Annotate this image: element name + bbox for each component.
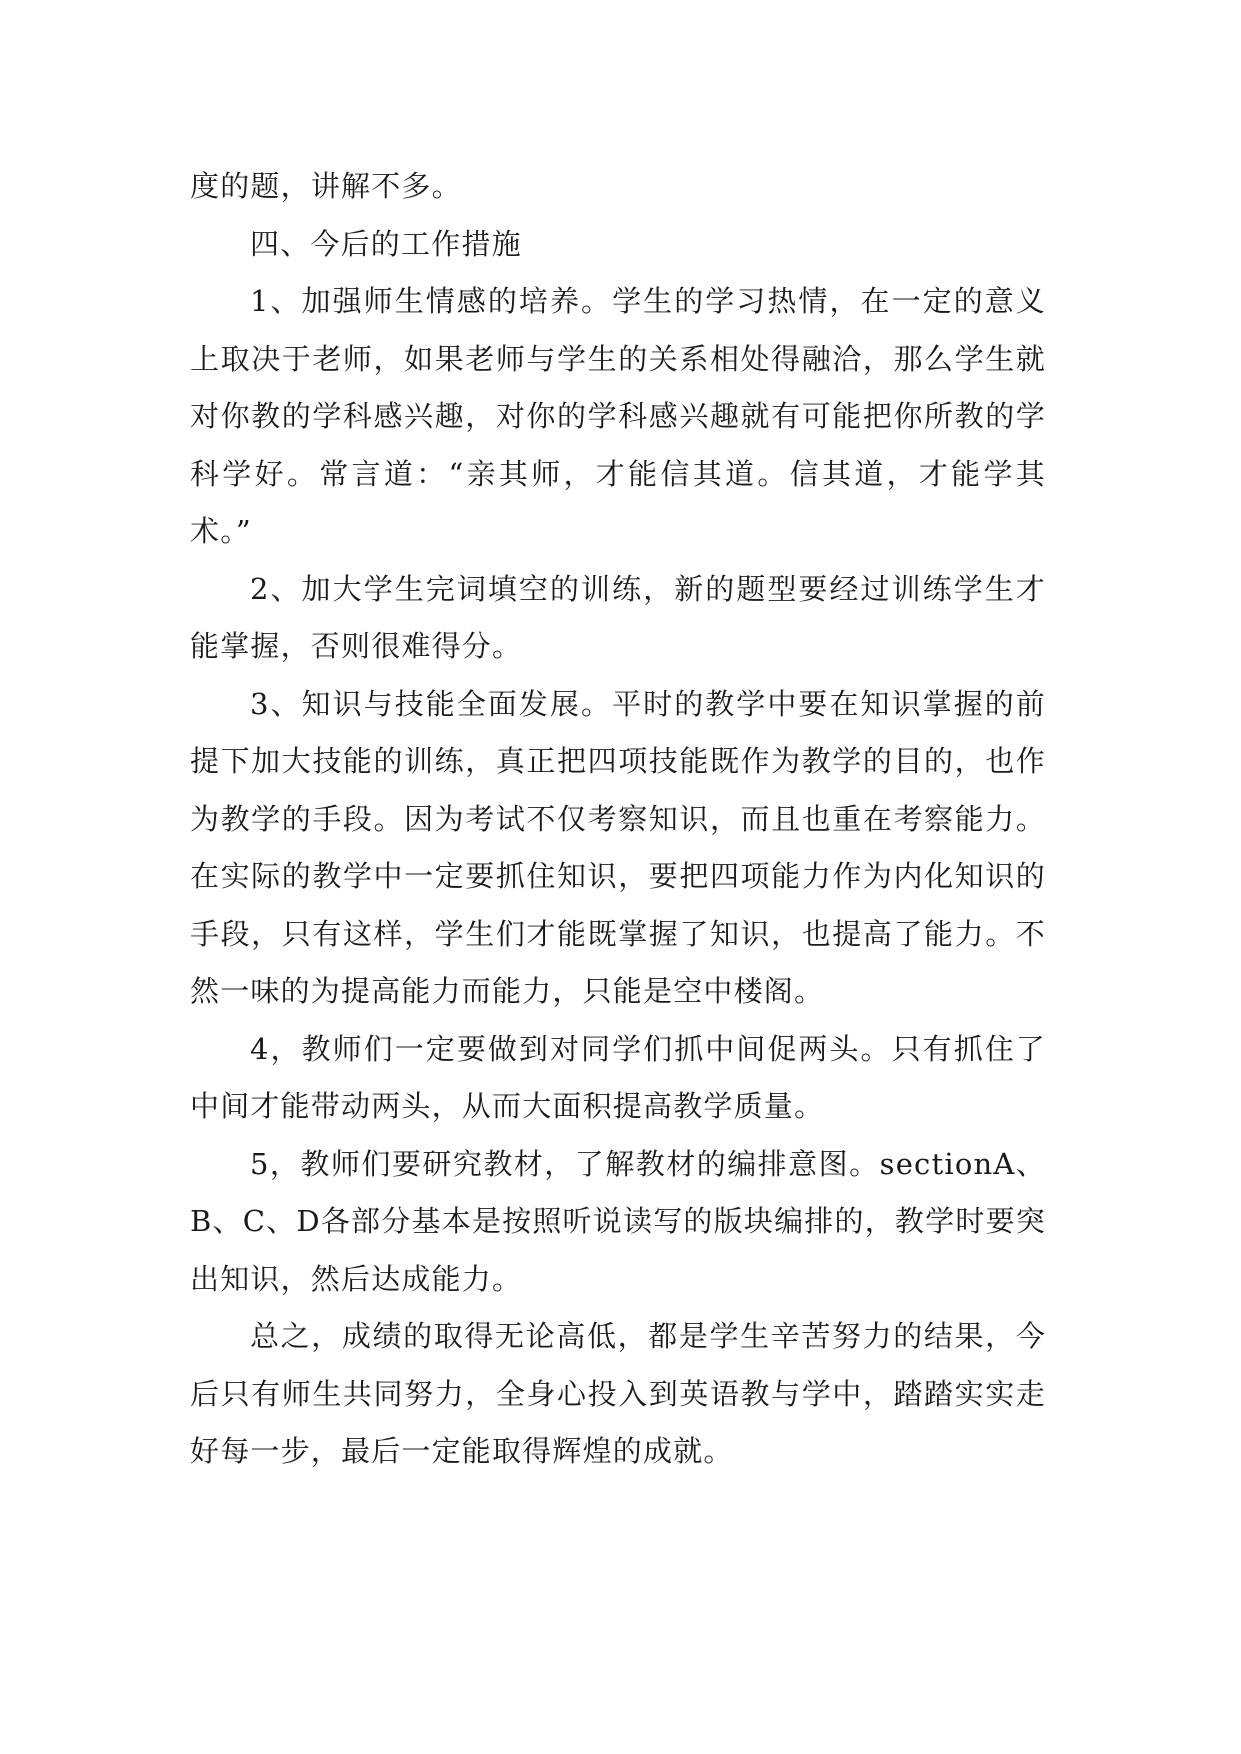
document-page <box>190 158 1046 1481</box>
conclusion-paragraph: 总之，成绩的取得无论高低，都是学生辛苦努力的结果，今后只有师生共同努力，全身心投入到英语教与学中，踏踏实实走好每一步，最后一定能取得辉煌的成就。 <box>190 1319 1046 1468</box>
section-heading: 四、今后的工作措施 <box>250 226 522 261</box>
measure-2-paragraph: 2、加大学生完词填空的训练，新的题型要经过训练学生才能掌握，否则很难得分。 <box>190 571 1046 663</box>
paragraph-continuation: 度的题，讲解不多。 <box>190 169 462 203</box>
measure-4-paragraph: 4，教师们一定要做到对同学们抓中间促两头。只有抓住了中间才能带动两头，从而大面积提高教学质量。 <box>190 1031 1046 1123</box>
measure-3-paragraph: 3、知识与技能全面发展。平时的教学中要在知识掌握的前提下加大技能的训练，真正把四项技能既作为教学的目的，也作为教学的手段。因为考试不仅考察知识，而且也重在考察能力。在实际的教学中一定要抓住知识，要把四项能力作为内化知识的手段，只有这样，学生们才能既掌握了知识，也提高了能力。不然一味的为提高能力而能力，只能是空中楼阁。 <box>190 686 1046 1008</box>
measure-5-paragraph: 5，教师们要研究教材，了解教材的编排意图。sectionA、B、C、D各部分基本是按照听说读写的版块编排的，教学时要突出知识，然后达成能力。 <box>190 1146 1046 1296</box>
measure-1-paragraph: 1、加强师生情感的培养。学生的学习热情，在一定的意义上取决于老师，如果老师与学生的关系相处得融洽，那么学生就对你教的学科感兴趣，对你的学科感兴趣就有可能把你所教的学科学好。常言道：“亲其师，才能信其道。信其道，才能学其术。” <box>190 284 1046 548</box>
